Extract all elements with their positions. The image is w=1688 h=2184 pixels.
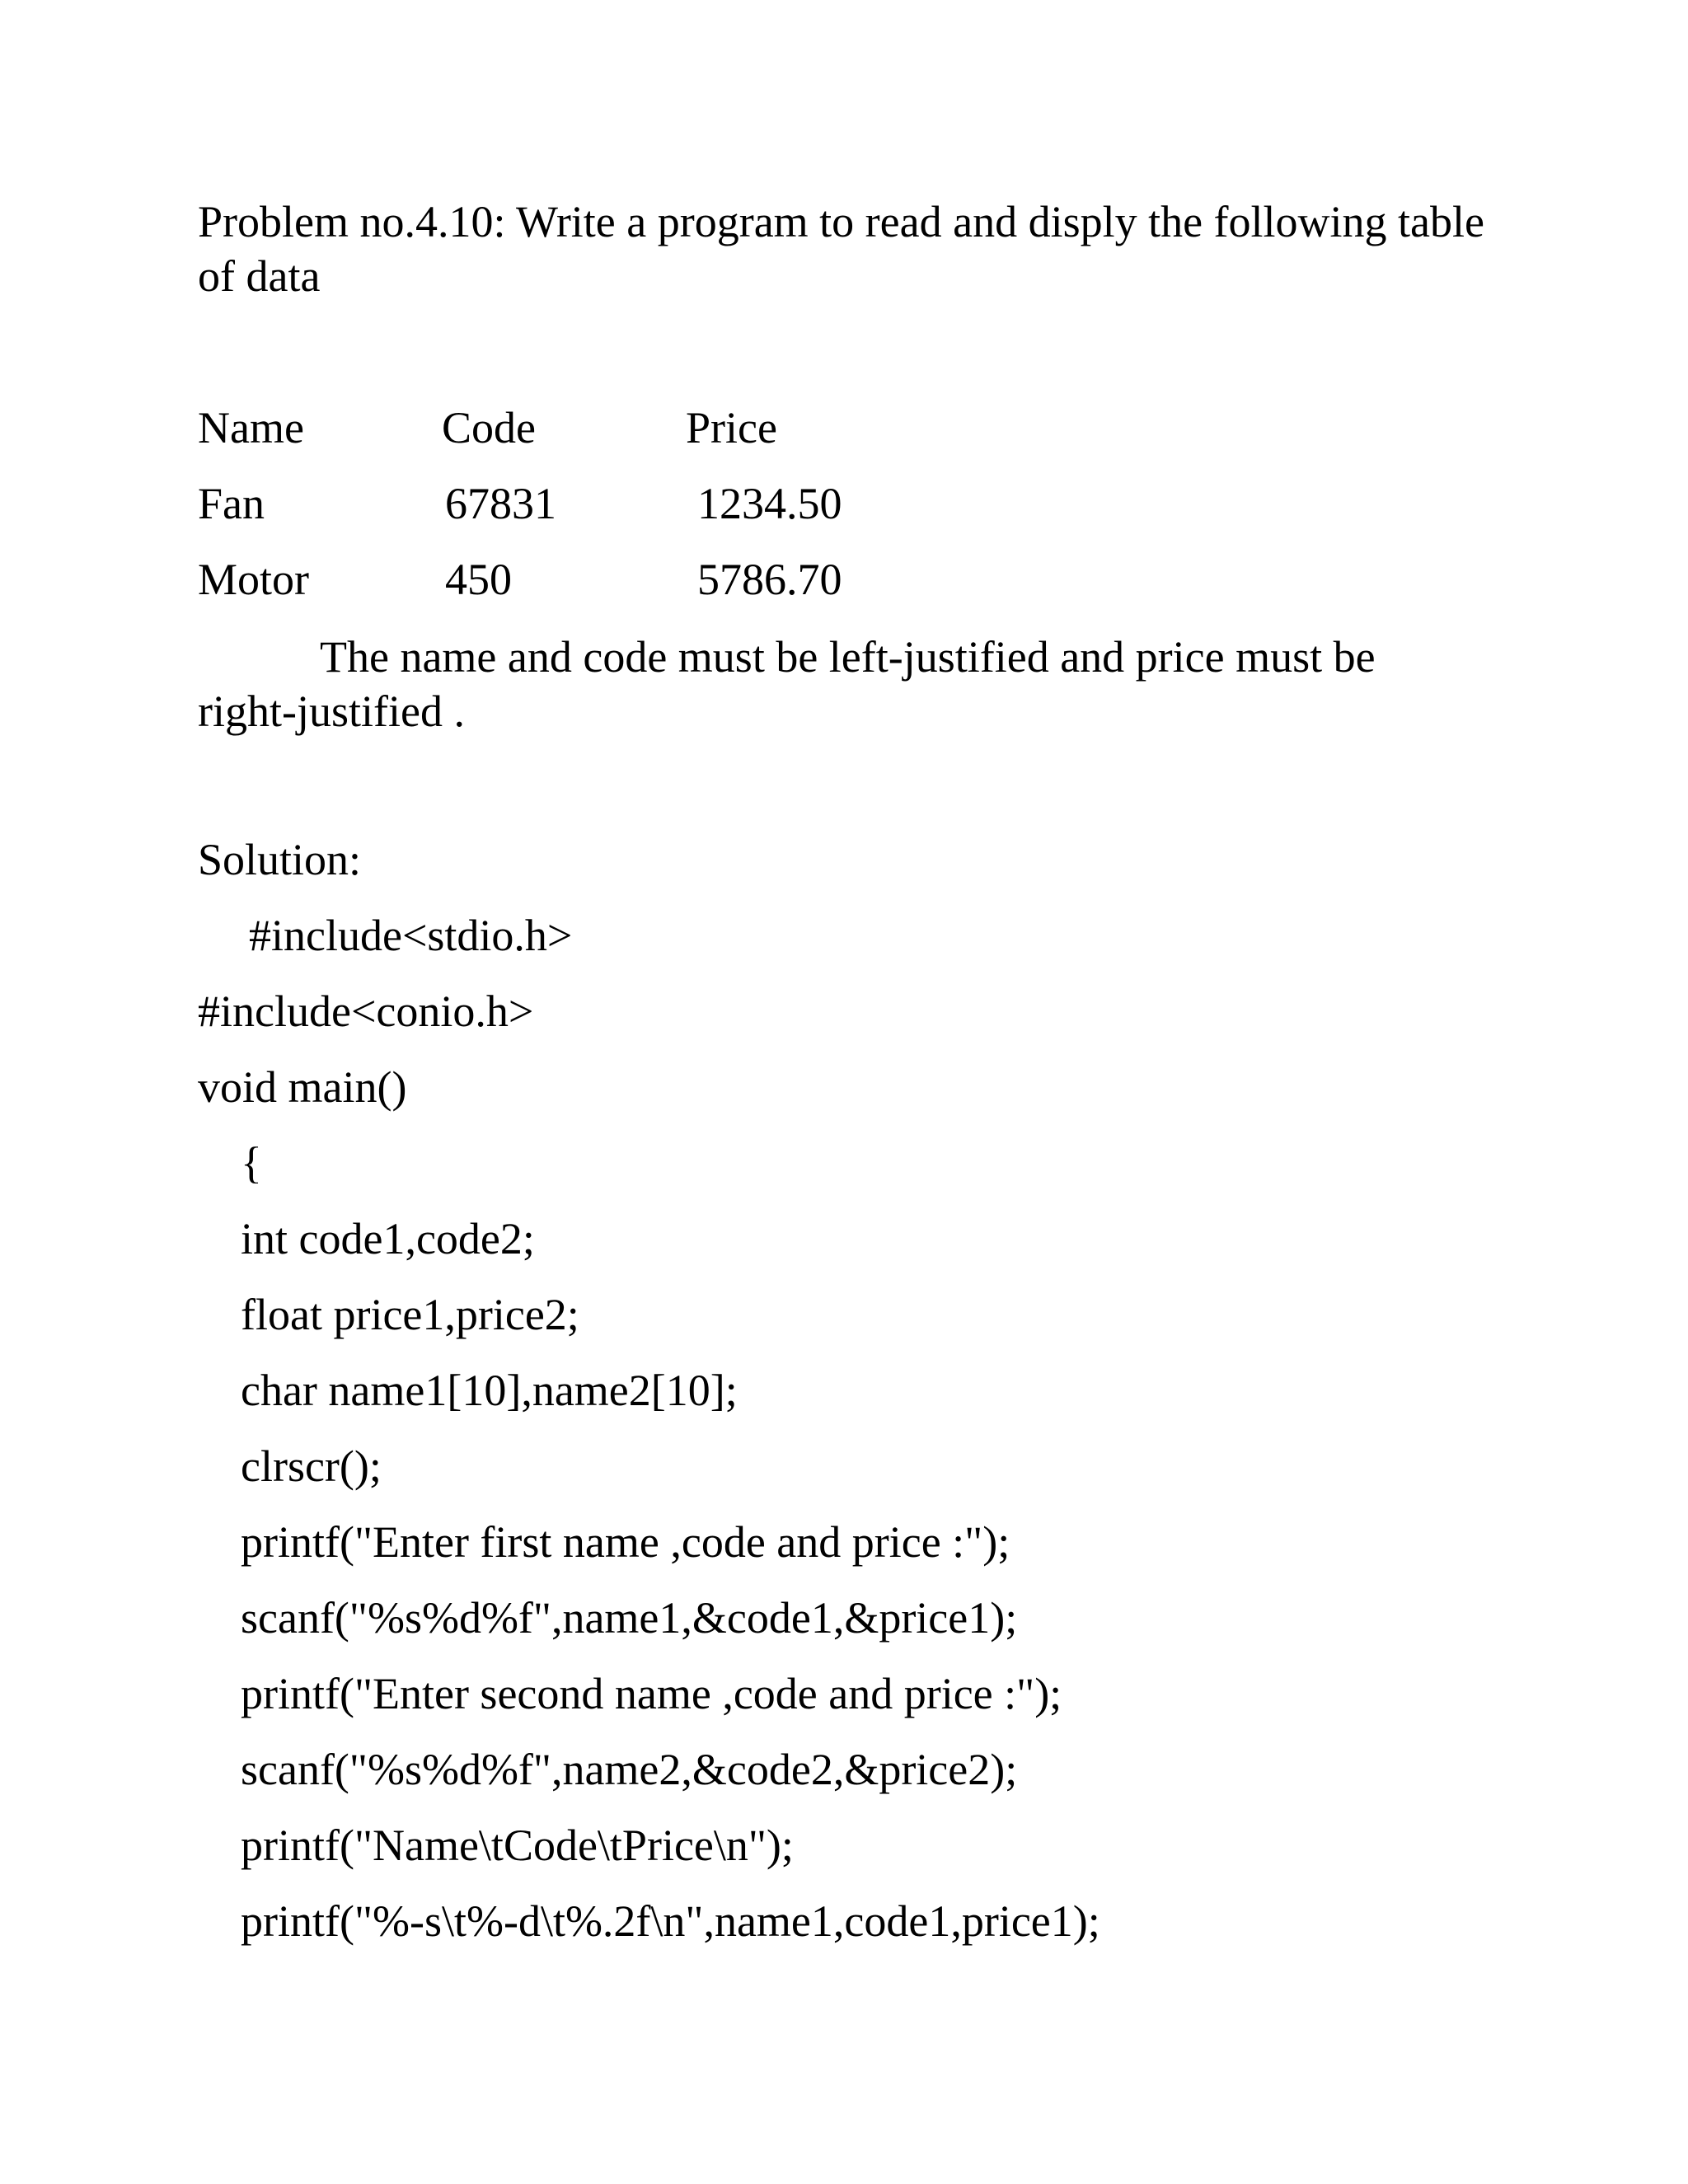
code-line: #include<stdio.h> bbox=[249, 911, 573, 960]
code-line: { bbox=[241, 1138, 262, 1188]
table-cell-price: 1234.50 bbox=[697, 479, 842, 528]
code-line: scanf("%s%d%f",name1,&code1,&price1); bbox=[241, 1593, 1018, 1643]
code-line: float price1,price2; bbox=[241, 1290, 579, 1339]
table-cell-name: Fan bbox=[198, 479, 265, 528]
table-header-code: Code bbox=[442, 403, 536, 452]
justification-note: The name and code must be left-justified and price must be right-justified . bbox=[198, 632, 1376, 736]
table-cell-code: 450 bbox=[445, 555, 512, 604]
table-header-price: Price bbox=[686, 403, 777, 452]
table-cell-name: Motor bbox=[198, 555, 309, 604]
code-line: #include<conio.h> bbox=[198, 987, 534, 1036]
code-line: printf("Enter second name ,code and price :"); bbox=[241, 1669, 1062, 1718]
code-line: printf("%-s\t%-d\t%.2f\n",name1,code1,price1); bbox=[241, 1896, 1100, 1946]
code-line: scanf("%s%d%f",name2,&code2,&price2); bbox=[241, 1745, 1018, 1794]
code-line: printf("Enter first name ,code and price :"); bbox=[241, 1517, 1010, 1567]
table-cell-price: 5786.70 bbox=[697, 555, 842, 604]
code-line: int code1,code2; bbox=[241, 1214, 535, 1263]
solution-label: Solution: bbox=[198, 835, 362, 884]
code-line: clrscr(); bbox=[241, 1441, 382, 1491]
code-line: char name1[10],name2[10]; bbox=[241, 1366, 738, 1415]
table-cell-code: 67831 bbox=[445, 479, 556, 528]
problem-statement: Problem no.4.10: Write a program to read and disply the following table of data bbox=[198, 197, 1484, 301]
table-header-name: Name bbox=[198, 403, 304, 452]
code-line: void main() bbox=[198, 1062, 407, 1112]
code-line: printf("Name\tCode\tPrice\n"); bbox=[241, 1821, 794, 1870]
